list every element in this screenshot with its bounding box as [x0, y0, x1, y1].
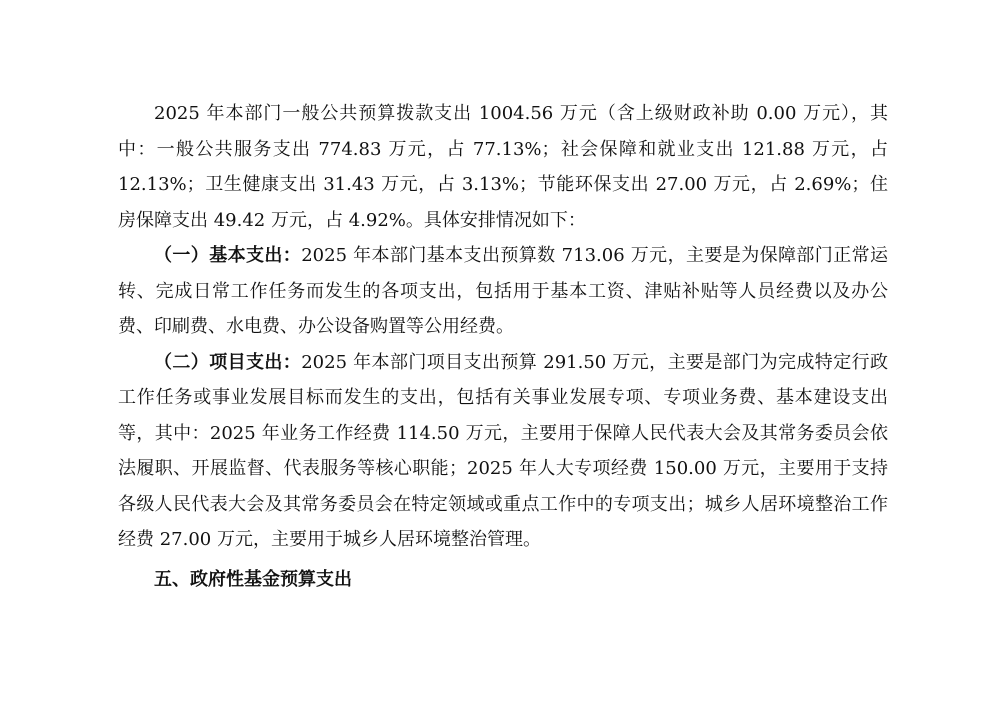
paragraph-general-budget — [118, 96, 888, 238]
basic-expenditure-text: 2025 年本部门基本支出预算数 713.06 万元，主要是为保障部门正常运转、完成日常工作任务而发生的各项支出，包括用于基本工资、津贴补贴等人员经费以及办公费、印刷费、水电费、办公设备购置等公用经费。 — [118, 245, 888, 337]
paragraph-basic-expenditure — [118, 238, 888, 345]
paragraph-project-expenditure — [118, 345, 888, 558]
section-heading-government-fund: 五、政府性基金预算支出 — [154, 568, 352, 590]
paragraph-general-budget-text: 2025 年本部门一般公共预算拨款支出 1004.56 万元（含上级财政补助 0.00 万元），其中：一般公共服务支出 774.83 万元，占 77.13%；社会保障和就业支出 121.88 万元，占 12.13%；卫生健康支出 31.43 万元，占 3.13%；节能环保支出 27.00 万元，占 2.69%；住房保障支出 49.42 万元，占 4.92%。具体安排情况如下： — [118, 103, 888, 231]
project-expenditure-text: 2025 年本部门项目支出预算 291.50 万元，主要是部门为完成特定行政工作任务或事业发展目标而发生的支出，包括有关事业发展专项、专项业务费、基本建设支出等，其中：2025 年业务工作经费 114.50 万元，主要用于保障人民代表大会及其常务委员会依法履职、开展监督、代表服务等核心职能；2025 年人大专项经费 150.00 万元，主要用于支持各级人民代表大会及其常务委员会在特定领域或重点工作中的专项支出；城乡人居环境整治工作经费 27.00 万元，主要用于城乡人居环境整治管理。 — [118, 351, 888, 550]
basic-expenditure-label: （一）基本支出： — [154, 245, 302, 266]
document-body — [118, 96, 888, 598]
project-expenditure-label: （二）项目支出： — [154, 351, 302, 373]
